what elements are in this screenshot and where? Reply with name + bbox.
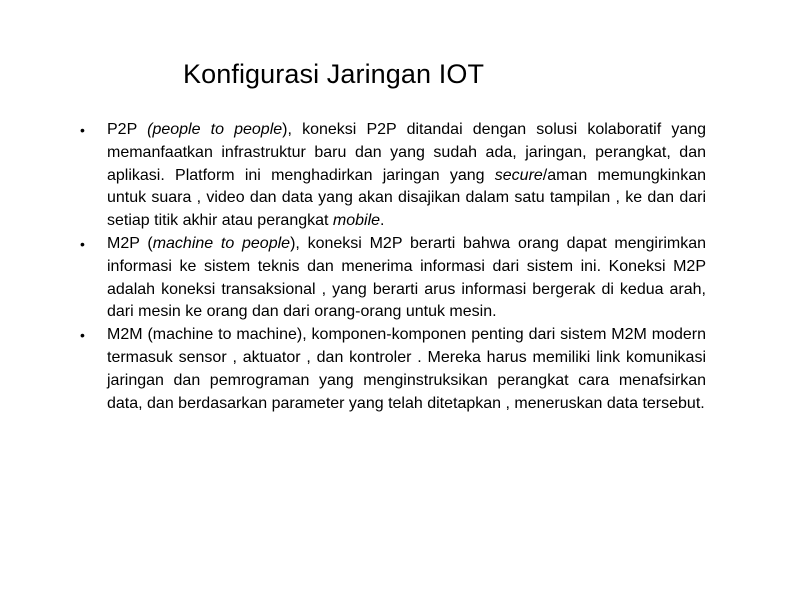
bullet-text: .: [380, 212, 385, 230]
bullet-item: [80, 324, 706, 415]
bullet-text-italic: secure: [494, 166, 543, 184]
bullet-text-italic: machine to people: [152, 234, 291, 252]
bullet-item: [80, 233, 706, 324]
bullet-text: P2P: [107, 121, 148, 138]
bullet-icon: •: [80, 327, 85, 344]
bullet-list: [80, 119, 706, 415]
bullet-icon: •: [80, 235, 85, 252]
bullet-text: M2P (: [107, 234, 153, 252]
bullet-icon: •: [80, 122, 85, 138]
bullet-text: /aman memungkinkan untuk suara , video dan data yang akan disajikan dalam satu tampilan , ke dan dari setiap titik akhir atau perangkat: [107, 166, 706, 230]
bullet-text: ), koneksi P2P ditandai dengan solusi kolaboratif yang memanfaatkan infrastruktur baru dan yang sudah ada, jaringan, perangkat, dan aplikasi. Platform ini menghadirkan jaringan yang: [107, 121, 707, 184]
bullet-text-italic: (people to people: [147, 121, 283, 138]
bullet-text: M2M (machine to machine), komponen-komponen penting dari sistem M2M modern termasuk sensor , aktuator , dan kontroler . Mereka harus memiliki link komunikasi jaringan dan pemrograman yang menginstruksikan perangkat cara menafsirkan data, dan berdasarkan parameter yang telah ditetapkan , meneruskan data tersebut.: [107, 326, 706, 412]
bullet-item: [80, 119, 706, 233]
bullet-text-italic: mobile: [332, 212, 381, 230]
slide-title: Konfigurasi Jaringan IOT: [183, 59, 485, 89]
bullet-text: ), koneksi M2P berarti bahwa orang dapat mengirimkan informasi ke sistem teknis dan menerima informasi dari sistem ini. Koneksi M2P adalah koneksi transaksional , yang berarti arus informasi bergerak di kedua arah, dari mesin ke orang dan dari orang-orang untuk mesin.: [107, 234, 706, 321]
